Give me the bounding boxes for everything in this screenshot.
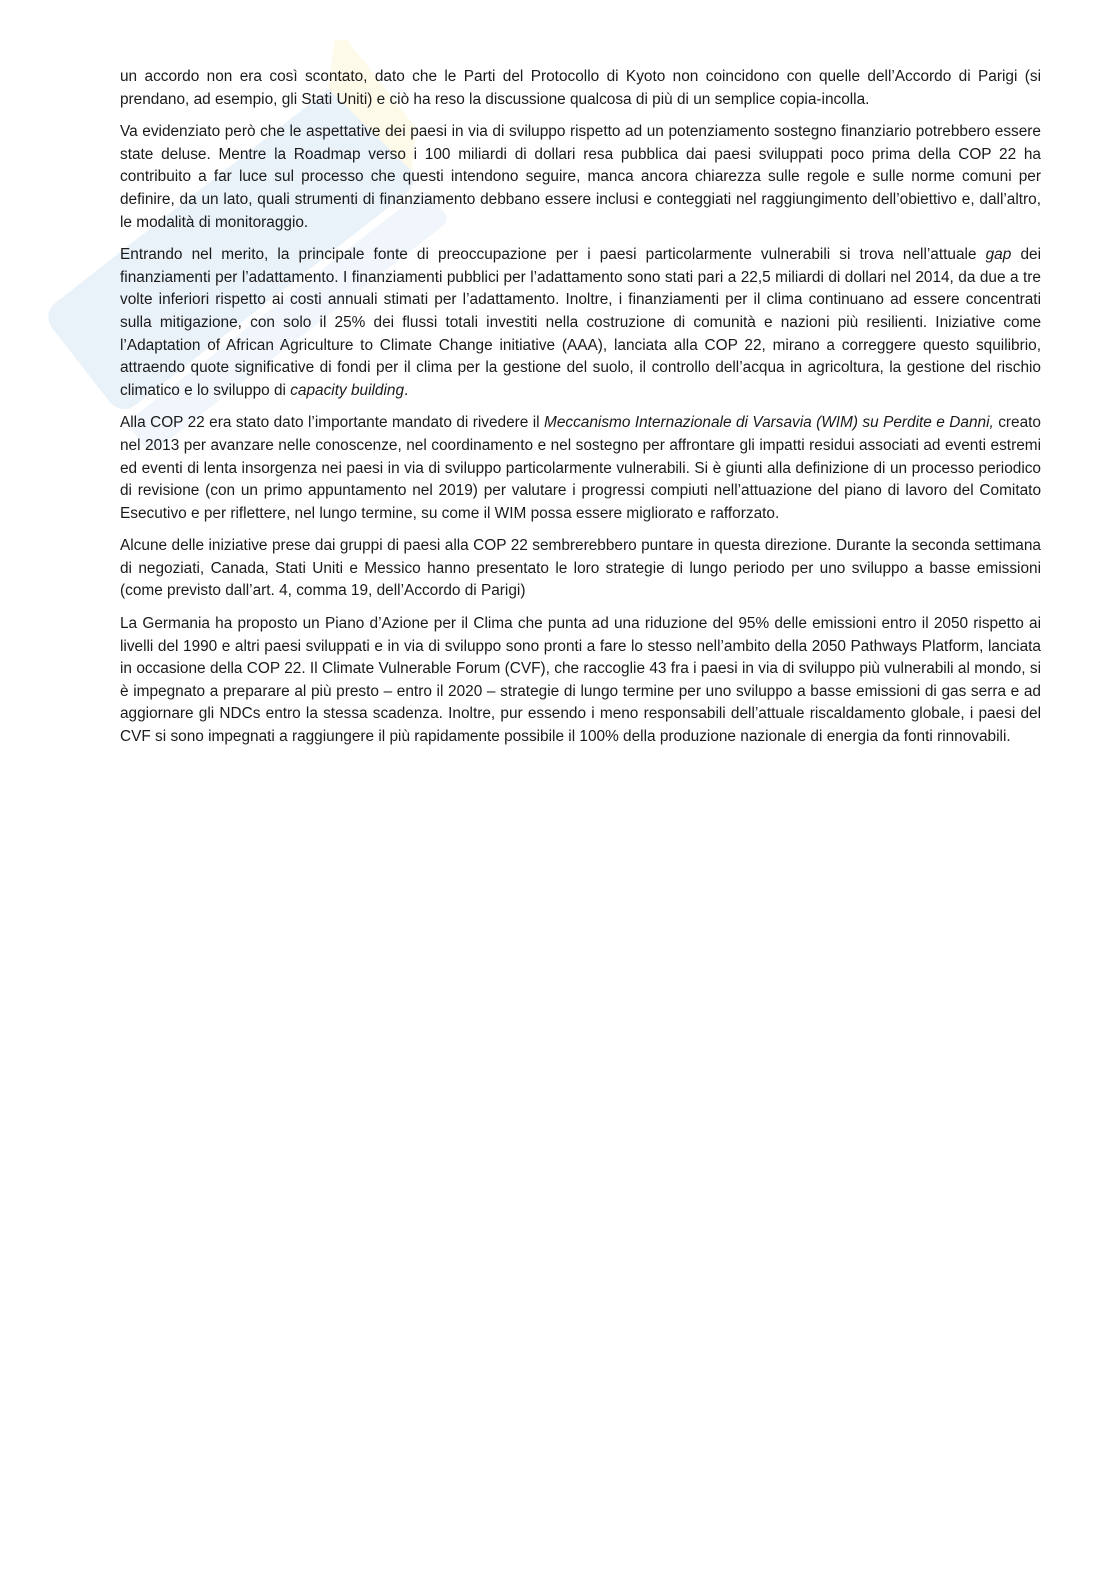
text-segment: . bbox=[404, 381, 409, 399]
italic-text: gap bbox=[985, 246, 1012, 264]
text-segment: un accordo non era così scontato, dato che le Parti del Protocollo di Kyoto non coincidono con quelle dell’Accordo di Parigi (si prendano, ad esempio, gli Stati Uniti) e ciò ha reso la discussione qualcosa di più di un semplice copia-incolla. bbox=[120, 68, 1041, 108]
document-page bbox=[120, 66, 1041, 759]
paragraph-1 bbox=[120, 66, 1041, 111]
text-segment: dei finanziamenti per l’adattamento. I finanziamenti pubblici per l’adattamento sono stati pari a 22,5 miliardi di dollari nel 2014, da due a tre volte inferiori rispetto ai costi annuali stimati per l’adattamento. Inoltre, i finanziamenti per il clima continuano ad essere concentrati sulla mitigazione, con solo il 25% dei flussi totali investiti nella costruzione di comunità e nazioni più resilienti. Iniziative come l’Adaptation of African Agriculture to Climate Change initiative (AAA), lanciata alla COP 22, mirano a correggere questo squilibrio, attraendo quote significative di fondi per il clima per la gestione del suolo, il controllo dell’acqua in agricoltura, la gestione del rischio climatico e lo sviluppo di bbox=[120, 246, 1041, 399]
italic-text: capacity building bbox=[290, 381, 405, 399]
paragraph-2 bbox=[120, 121, 1041, 234]
italic-text: Meccanismo Internazionale di Varsavia (WIM) su Perdite e Danni, bbox=[544, 414, 994, 432]
text-segment: Alcune delle iniziative prese dai gruppi di paesi alla COP 22 sembrerebbero puntare in questa direzione. Durante la seconda settimana di negoziati, Canada, Stati Uniti e Messico hanno presentato le loro strategie di lungo periodo per uno sviluppo a basse emissioni (come previsto dall’art. 4, comma 19, dell’Accordo di Parigi) bbox=[120, 537, 1041, 600]
paragraph-6 bbox=[120, 613, 1041, 749]
text-segment: Va evidenziato però che le aspettative dei paesi in via di sviluppo rispetto ad un potenziamento sostegno finanziario potrebbero essere state deluse. Mentre la Roadmap verso i 100 miliardi di dollari resa pubblica dai paesi sviluppati poco prima della COP 22 ha contribuito a far luce sul processo che questi intendono seguire, manca ancora chiarezza sulle regole e sulle norme comuni per definire, da un lato, quali strumenti di finanziamento debbano essere inclusi e conteggiati nel raggiungimento dell’obiettivo e, dall’altro, le modalità di monitoraggio. bbox=[120, 123, 1041, 231]
paragraph-5 bbox=[120, 535, 1041, 603]
text-segment: creato nel 2013 per avanzare nelle conoscenze, nel coordinamento e nel sostegno per affrontare gli impatti residui associati ad eventi estremi ed eventi di lenta insorgenza nei paesi in via di sviluppo particolarmente vulnerabili. Si è giunti alla definizione di un processo periodico di revisione (con un primo appuntamento nel 2019) per valutare i progressi compiuti nell’attuazione del piano di lavoro del Comitato Esecutivo e per riflettere, nel lungo termine, su come il WIM possa essere migliorato e rafforzato. bbox=[120, 414, 1041, 522]
paragraph-4 bbox=[120, 412, 1041, 525]
text-segment: Entrando nel merito, la principale fonte di preoccupazione per i paesi particolarmente vulnerabili si trova nell’attuale bbox=[120, 246, 986, 264]
paragraph-3 bbox=[120, 244, 1041, 402]
text-segment: La Germania ha proposto un Piano d’Azione per il Clima che punta ad una riduzione del 95% delle emissioni entro il 2050 rispetto ai livelli del 1990 e altri paesi sviluppati e in via di sviluppo sono pronti a fare lo stesso nell’ambito della 2050 Pathways Platform, lanciata in occasione della COP 22. Il Climate Vulnerable Forum (CVF), che raccoglie 43 fra i paesi in via di sviluppo più vulnerabili al mondo, si è impegnato a preparare al più presto – entro il 2020 – strategie di lungo termine per uno sviluppo a basse emissioni di gas serra e ad aggiornare gli NDCs entro la stessa scadenza. Inoltre, pur essendo i meno responsabili dell’attuale riscaldamento globale, i paesi del CVF si sono impegnati a raggiungere il più rapidamente possibile il 100% della produzione nazionale di energia da fonti rinnovabili. bbox=[120, 615, 1041, 746]
text-segment: Alla COP 22 era stato dato l’importante mandato di rivedere il bbox=[120, 414, 545, 432]
